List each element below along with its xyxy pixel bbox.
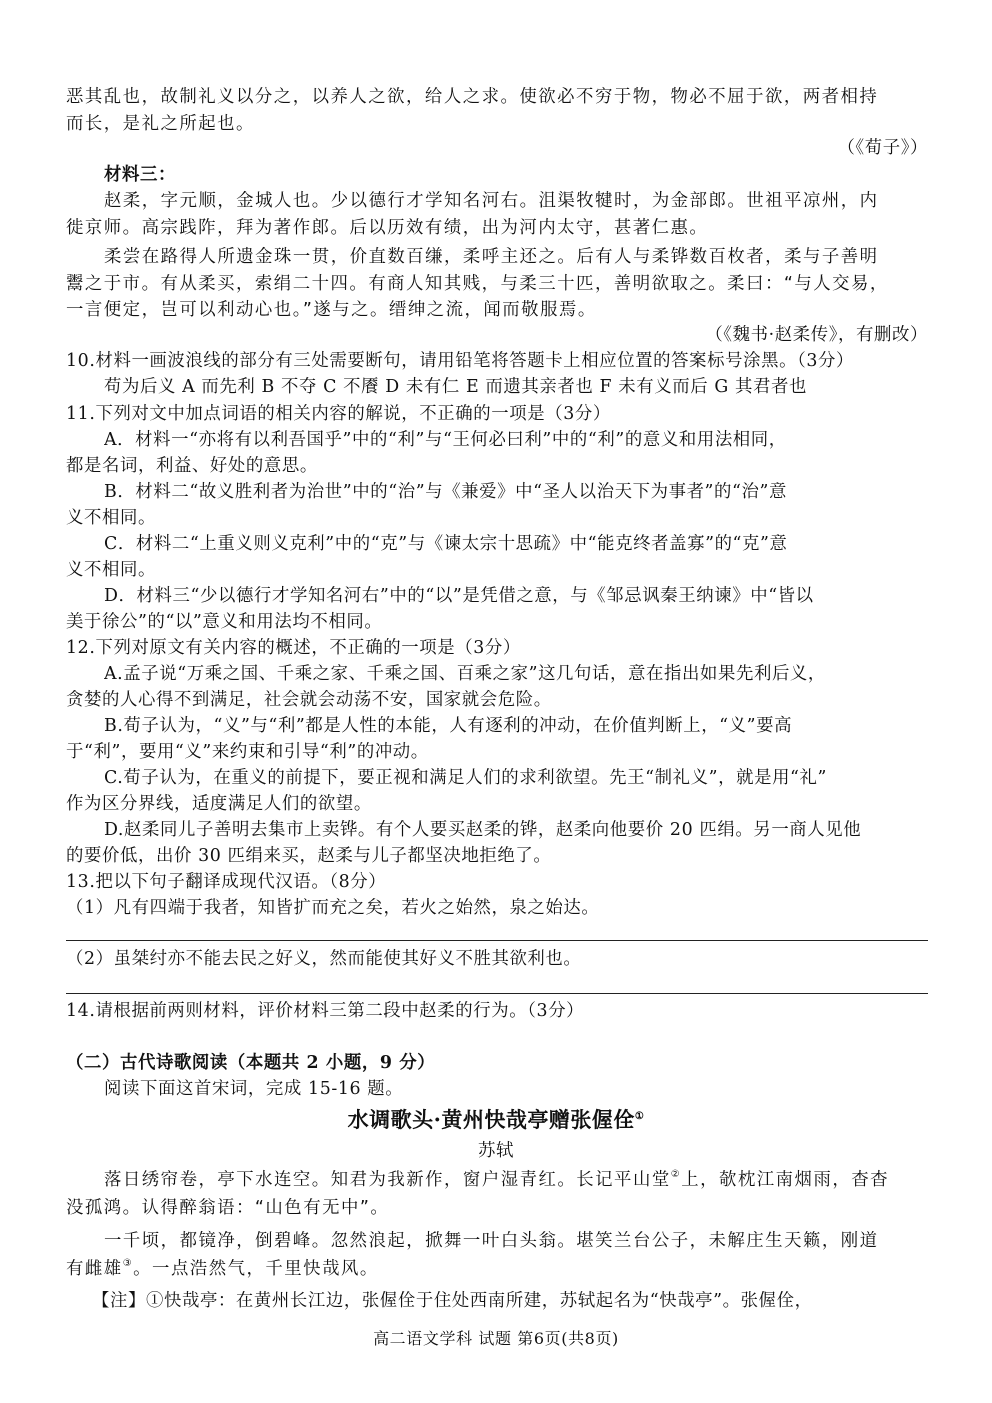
material3-line: 徙京师。高宗践阼，拜为著作郎。后以历效有绩，出为河内太守，甚著仁惠。 <box>66 218 709 238</box>
material3-line: 鬻之于市。有从柔买，索绢二十四。有商人知其贱，与柔三十匹，善明欲取之。柔曰：“与人交易， <box>66 274 889 294</box>
poem-line: 落日绣帘卷，亭下水连空。知君为我新作，窗户湿青红。长记平山堂②上，欹枕江南烟雨，杳杳 <box>104 1169 890 1190</box>
material3-line: 一言便定，岂可以利动心也。”遂与之。缙绅之流，闻而敬服焉。 <box>66 300 597 320</box>
option-12-b-cont: 于“利”，要用“义”来约束和引导“利”的冲动。 <box>66 742 429 762</box>
poem-line: 没孤鸿。认得醉翁语：“山色有无中”。 <box>66 1198 390 1218</box>
section-intro: 阅读下面这首宋词，完成 15-16 题。 <box>104 1079 404 1099</box>
option-12-c-cont: 作为区分界线，适度满足人们的欲望。 <box>66 794 372 814</box>
question-10-text: 苟为后义 A 而先利 B 不夺 C 不餍 D 未有仁 E 而遗其亲者也 F 未有义而后 G 其君者也 <box>104 377 807 397</box>
material2-line: 恶其乱也，故制礼义以分之，以养人之欲，给人之求。使欲必不穷于物，物必不屈于欲，两者相持 <box>66 87 879 107</box>
option-12-d: D.赵柔同儿子善明去集市上卖铧。有个人要买赵柔的铧，赵柔向他要价 20 匹绢。另一商人见他 <box>104 820 862 840</box>
option-11-b: B．材料二“故义胜利者为治世”中的“治”与《兼爱》中“圣人以治天下为事者”的“治”意 <box>104 482 787 502</box>
material3-line: 柔尝在路得人所遗金珠一贯，价直数百缣，柔呼主还之。后有人与柔铧数百枚者，柔与子善明 <box>104 247 879 267</box>
option-11-a-cont: 都是名词，利益、好处的意思。 <box>66 456 318 476</box>
question-13-sentence-2: （2）虽桀纣亦不能去民之好义，然而能使其好义不胜其欲利也。 <box>66 949 582 969</box>
poem-title: 水调歌头·黄州快哉亭赠张偓佺① <box>347 1107 645 1132</box>
source-xunzi: （《荀子》） <box>837 138 928 158</box>
material3-line: 赵柔，字元顺，金城人也。少以德行才学知名河右。沮渠牧犍时，为金部郎。世祖平凉州，内 <box>104 191 879 211</box>
option-11-c: C．材料二“上重义则义克利”中的“克”与《谏太宗十思疏》中“能克终者盖寡”的“克”意 <box>104 534 788 554</box>
question-13-sentence-1: （1）凡有四端于我者，知皆扩而充之矣，若火之始然，泉之始达。 <box>66 898 600 918</box>
option-11-b-cont: 义不相同。 <box>66 508 156 528</box>
option-12-d-cont: 的要价低，出价 30 匹绢来买，赵柔与儿子都坚决地拒绝了。 <box>66 846 552 866</box>
option-12-a: A.孟子说“万乘之国、千乘之家、千乘之国、百乘之家”这几句话，意在指出如果先利后义， <box>104 664 826 684</box>
option-11-d: D．材料三“少以德行才学知名河右”中的“以”是凭借之意，与《邹忌讽秦王纳谏》中“皆以 <box>104 586 814 606</box>
poem-note: 【注】①快哉亭：在黄州长江边，张偓佺于住处西南所建，苏轼起名为“快哉亭”。张偓佺， <box>92 1291 813 1311</box>
source-weishu: （《魏书·赵柔传》，有删改） <box>705 325 928 345</box>
option-12-b: B.荀子认为，“义”与“利”都是人性的本能，人有逐利的冲动，在价值判断上，“义”要高 <box>104 716 793 736</box>
question-11: 11.下列对文中加点词语的相关内容的解说，不正确的一项是（3分） <box>66 404 611 424</box>
option-12-c: C.荀子认为，在重义的前提下，要正视和满足人们的求利欲望。先王“制礼义”，就是用“礼” <box>104 768 828 788</box>
material2-line: 而长，是礼之所起也。 <box>66 114 255 134</box>
question-12: 12.下列对原文有关内容的概述，不正确的一项是（3分） <box>66 638 521 658</box>
page-footer: 高二语文学科 试题 第6页(共8页) <box>373 1329 619 1348</box>
poem-author: 苏轼 <box>478 1141 514 1161</box>
section-heading: （二）古代诗歌阅读（本题共 2 小题，9 分） <box>66 1053 436 1073</box>
option-12-a-cont: 贪婪的人心得不到满足，社会就会动荡不安，国家就会危险。 <box>66 690 552 710</box>
poem-line: 有雌雄③。一点浩然气，千里快哉风。 <box>66 1258 379 1279</box>
answer-line <box>66 940 928 941</box>
question-10: 10.材料一画波浪线的部分有三处需要断句，请用铅笔将答题卡上相应位置的答案标号涂黑。（3分） <box>66 351 855 371</box>
material3-heading: 材料三： <box>104 165 176 185</box>
poem-line: 一千顷，都镜净，倒碧峰。忽然浪起，掀舞一叶白头翁。堪笑兰台公子，未解庄生天籁，刚道 <box>104 1231 879 1251</box>
option-11-c-cont: 义不相同。 <box>66 560 156 580</box>
question-14: 14.请根据前两则材料，评价材料三第二段中赵柔的行为。（3分） <box>66 1001 585 1021</box>
question-13: 13.把以下句子翻译成现代汉语。（8分） <box>66 872 387 892</box>
option-11-a: A．材料一“亦将有以利吾国乎”中的“利”与“王何必曰利”中的“利”的意义和用法相同， <box>104 430 787 450</box>
option-11-d-cont: 美于徐公”的“以”意义和用法均不相同。 <box>66 612 383 632</box>
answer-line <box>66 993 928 994</box>
